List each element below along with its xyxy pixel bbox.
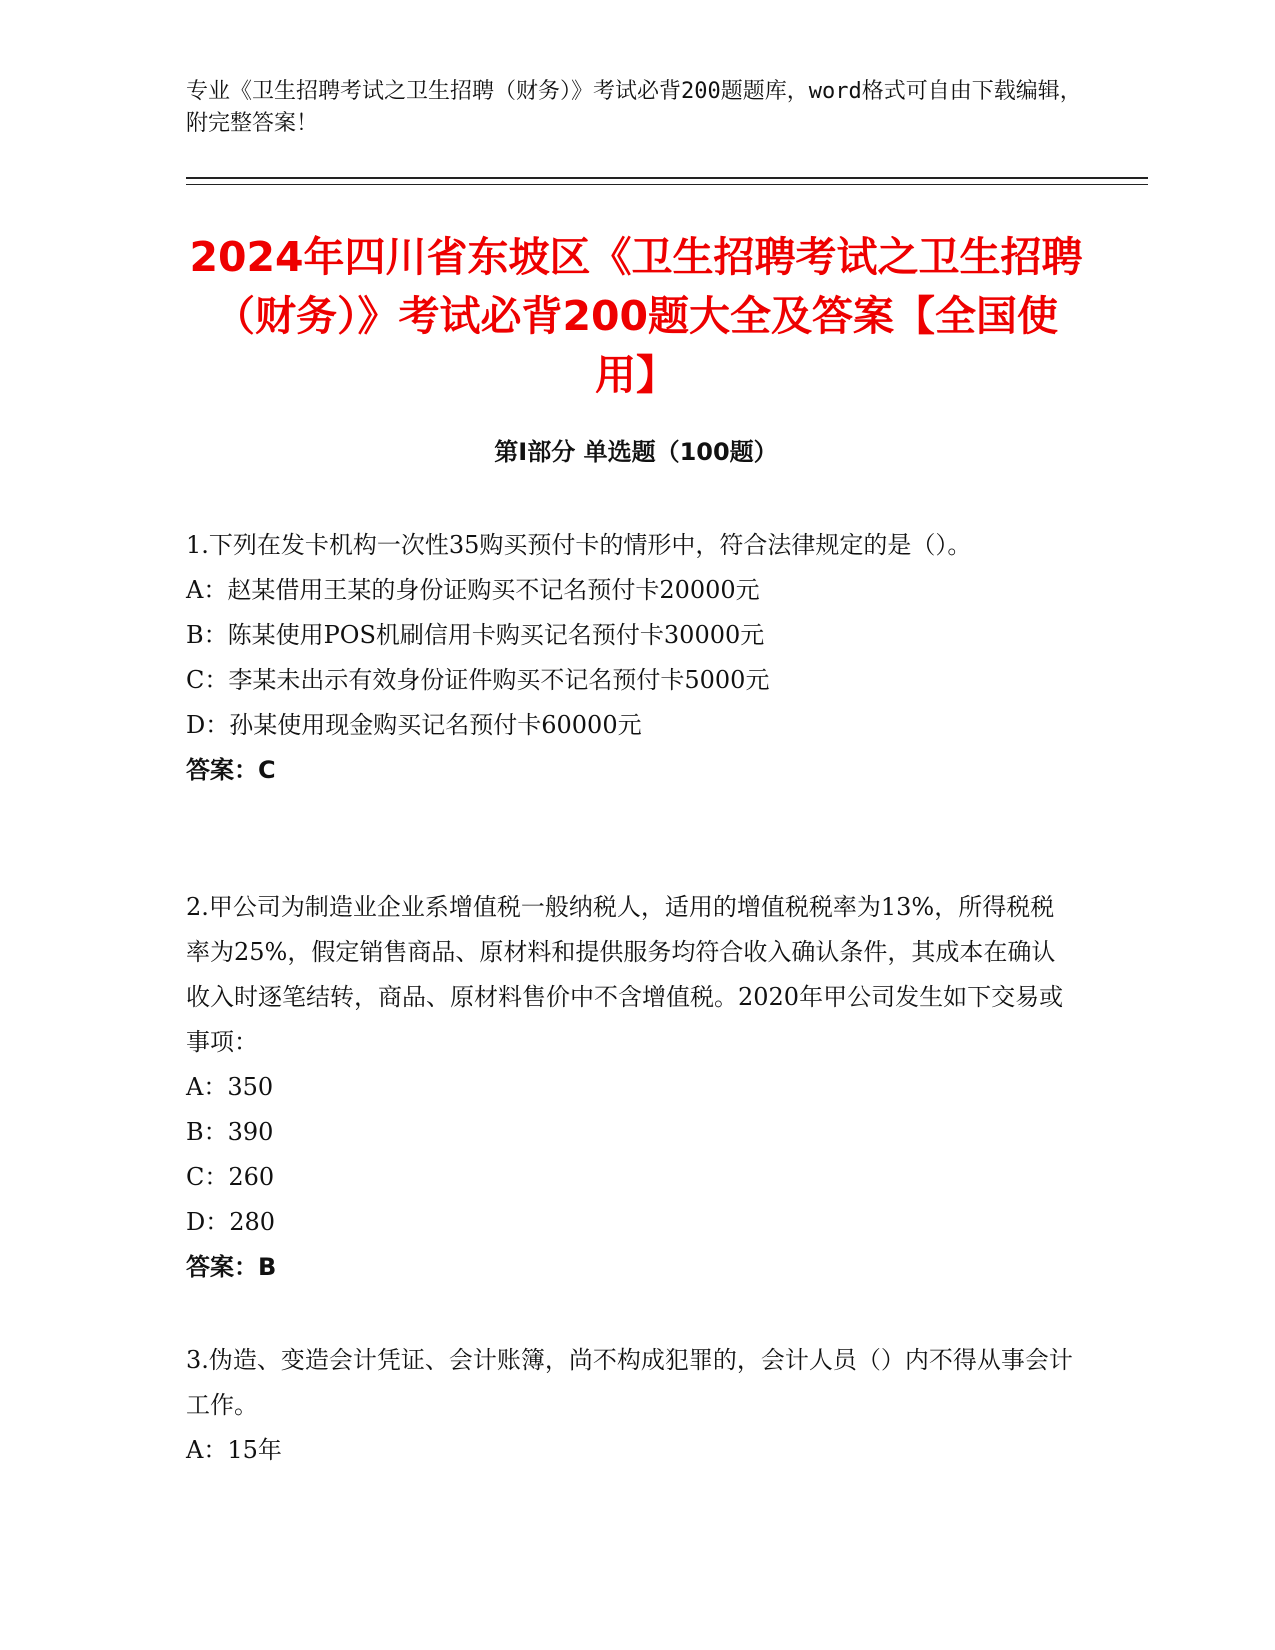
header-note: 专业《卫生招聘考试之卫生招聘（财务）》考试必背200题题库，word格式可自由下载编辑，附完整答案！ — [186, 79, 1082, 136]
question-3 — [186, 1338, 1076, 1473]
option-c: C：李某未出示有效身份证件购买不记名预付卡5000元 — [186, 666, 770, 694]
question-2 — [186, 885, 1076, 1290]
option-c: C：260 — [186, 1163, 275, 1191]
section-heading: 第I部分 单选题（100题） — [494, 438, 778, 466]
option-a: A：350 — [186, 1073, 274, 1101]
question-stem: 1.下列在发卡机构一次性35购买预付卡的情形中，符合法律规定的是（）。 — [186, 531, 972, 559]
header-rule-thin — [186, 184, 1148, 185]
answer: 答案：B — [186, 1253, 277, 1281]
header-rule-thick — [186, 177, 1148, 179]
question-stem: 3.伪造、变造会计凭证、会计账簿，尚不构成犯罪的，会计人员（）内不得从事会计工作。 — [186, 1346, 1073, 1419]
option-d: D：孙某使用现金购买记名预付卡60000元 — [186, 711, 642, 739]
question-stem: 2.甲公司为制造业企业系增值税一般纳税人，适用的增值税税率为13%，所得税税率为25%，假定销售商品、原材料和提供服务均符合收入确认条件，其成本在确认收入时逐笔结转，商品、原材料售价中不含增值税。2020年甲公司发生如下交易或事项： — [186, 893, 1064, 1056]
document-title: 2024年四川省东坡区《卫生招聘考试之卫生招聘（财务）》考试必背200题大全及答案【全国使用】 — [189, 233, 1083, 399]
answer: 答案：C — [186, 756, 276, 784]
option-b: B：陈某使用POS机刷信用卡购买记名预付卡30000元 — [186, 621, 765, 649]
option-d: D：280 — [186, 1208, 276, 1236]
option-a: A：赵某借用王某的身份证购买不记名预付卡20000元 — [186, 576, 760, 604]
question-1 — [186, 523, 1076, 793]
option-a: A：15年 — [186, 1436, 282, 1464]
option-b: B：390 — [186, 1118, 274, 1146]
